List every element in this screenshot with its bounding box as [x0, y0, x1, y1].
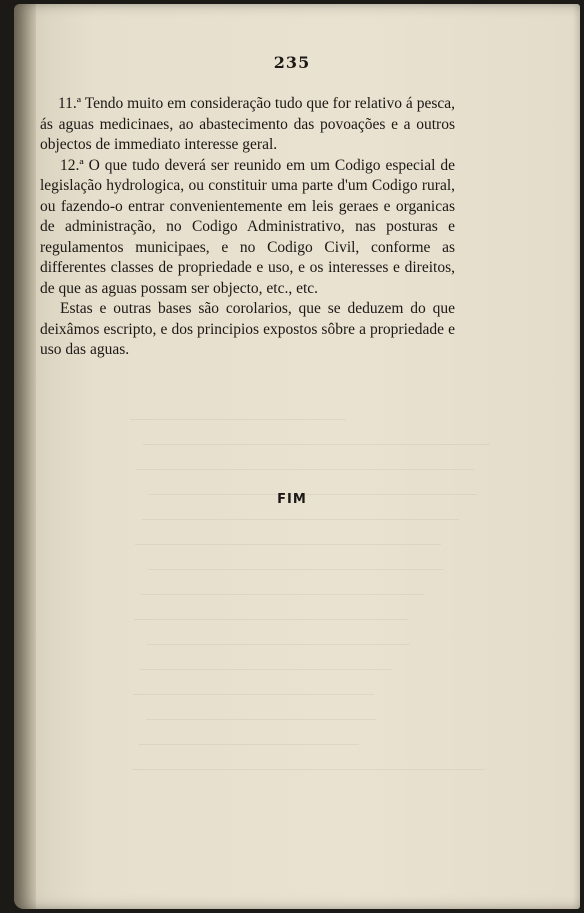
body-text	[40, 94, 455, 361]
end-mark: FIM	[277, 492, 307, 507]
page-gutter-shadow	[14, 4, 36, 909]
paragraph-conclusion: Estas e outras bases são corolarios, que se deduzem do que deixâmos escripto, e dos principios expostos sôbre a propriedade e uso das aguas.	[40, 300, 455, 358]
page-number: 235	[273, 53, 311, 72]
paragraph-11: 11.ª Tendo muito em consideração tudo que for relativo á pesca, ás aguas medicinaes, ao abastecimento das povoações e a outros objectos de immediato interesse geral.	[40, 95, 455, 153]
paragraph-12: 12.ª O que tudo deverá ser reunido em um Codigo especial de legislação hydrologica, ou constituir uma parte d'um Codigo rural, ou fazendo-o entrar convenientemente em leis geraes e organicas de administração, no Codigo Administrativo, nas posturas e regulamentos municipaes, e no Codigo Civil, conforme as differentes classes de propriedade e uso, e os interesses e direitos, de que as aguas possam ser objecto, etc., etc.	[40, 156, 455, 297]
